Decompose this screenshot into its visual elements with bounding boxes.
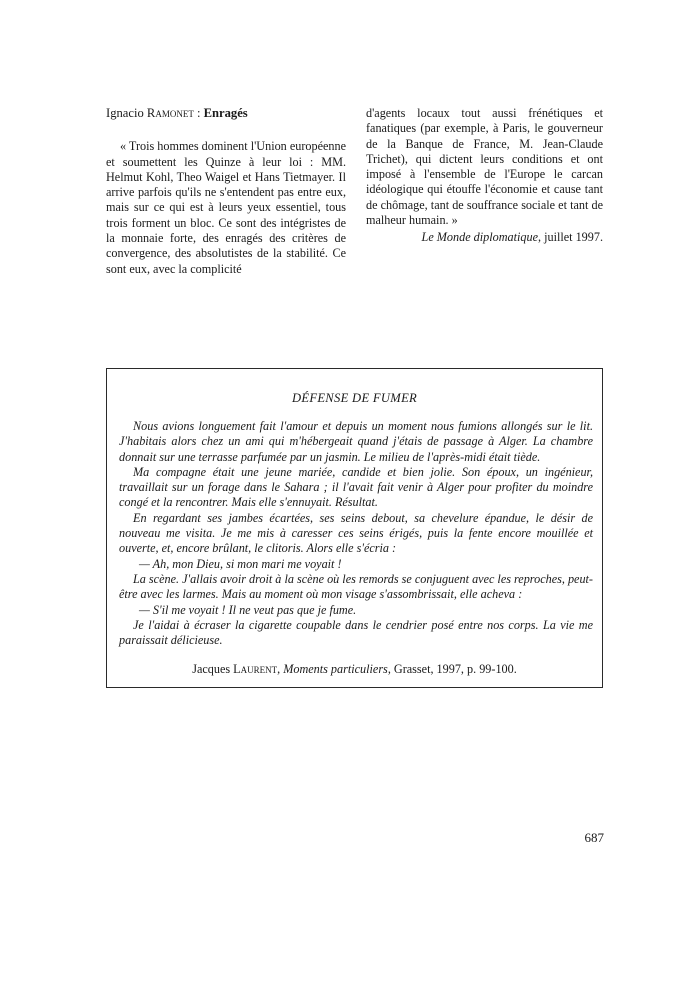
right-column (366, 106, 603, 246)
article-heading (106, 106, 346, 121)
source-date: , juillet 1997. (538, 230, 603, 245)
box-source-details: , Grasset, 1997, p. 99-100. (387, 662, 517, 676)
box-paragraph: En regardant ses jambes écartées, ses seins debout, sa chevelure épandue, le désir de nouveau me visita. Je me mis à caresser ces seins érigés, puis la fente encore mouillée et ouverte, et, encore brûlant, le clitoris. Alors elle s'écria : (119, 510, 593, 556)
box-source: Jacques Laurent, Moments particuliers, Grasset, 1997, p. 99-100. (192, 662, 517, 676)
box-paragraph: La scène. J'allais avoir droit à la scène où les remords se conjuguent avec les reproches, peut-être avec les larmes. Mais au moment où mon visage s'assombrissait, elle acheva : (119, 571, 593, 602)
author-last-name: Ramonet (146, 106, 194, 120)
quote-text-continued: d'agents locaux tout aussi frénétiques et fanatiques (par exemple, à Paris, le gouverneur de la Banque de France, M. Jean-Claude Trichet), qui dictent leurs conditions et ont imposé à l'ensemble de l'Europe le carcan idéologique qui étouffe l'économie et cause tant de chômage, tant de souffrance sociale et tant de malheur humain. » (366, 106, 603, 228)
left-column (106, 106, 346, 277)
box-paragraph: Je l'aidai à écraser la cigarette coupable dans le cendrier posé entre nos corps. La vie me paraissait délicieuse. (119, 617, 593, 648)
source-publication: Le Monde diplomatique (421, 230, 538, 245)
box-dialogue-line: — Ah, mon Dieu, si mon mari me voyait ! (139, 556, 342, 571)
box-paragraph: Ma compagne était une jeune mariée, candide et bien jolie. Son époux, un ingénieur, travaillait sur un forage dans le Sahara ; il l'avait fait venir à Alger pour profiter du moindre congé et la rencontrer. Mais elle s'ennuyait. Résultat. (119, 464, 593, 510)
page-number: 687 (584, 830, 604, 845)
box-dialogue-line: — S'il me voyait ! Il ne veut pas que je fume. (139, 602, 357, 617)
box-title: DÉFENSE DE FUMER (291, 391, 418, 405)
box-body (119, 419, 593, 648)
quote-text: « Trois hommes dominent l'Union européenne et soumettent les Quinze à leur loi : MM. Helmut Kohl, Theo Waigel et Hans Tietmayer. Il arrive parfois qu'ils ne s'entendent pas entre eux, mais sur ce qui est à leurs yeux essentiel, tous trois forment un bloc. Ce sont des intégristes de la monnaie forte, des enragés des critères de convergence, des absolutistes de la stabilité. Ce sont eux, avec la complicité (106, 139, 346, 276)
box-source-author-last: Laurent (233, 662, 278, 676)
box-source-title: Moments particuliers (283, 662, 388, 676)
heading-separator: : (193, 106, 204, 120)
article-title: Enragés (203, 106, 248, 120)
box-paragraph: Nous avions longuement fait l'amour et depuis un moment nous fumions allongés sur le lit. J'habitais alors chez un ami qui m'hébergeait quand j'étais de passage à Alger. La chambre donnait sur une terrasse parfumée par un jasmin. Le milieu de l'après-midi était tiède. (119, 419, 593, 464)
boxed-excerpt (106, 368, 603, 688)
author-first-name: Ignacio (106, 106, 144, 120)
box-source-author-first: Jacques (192, 662, 231, 676)
quote-source (366, 230, 603, 245)
